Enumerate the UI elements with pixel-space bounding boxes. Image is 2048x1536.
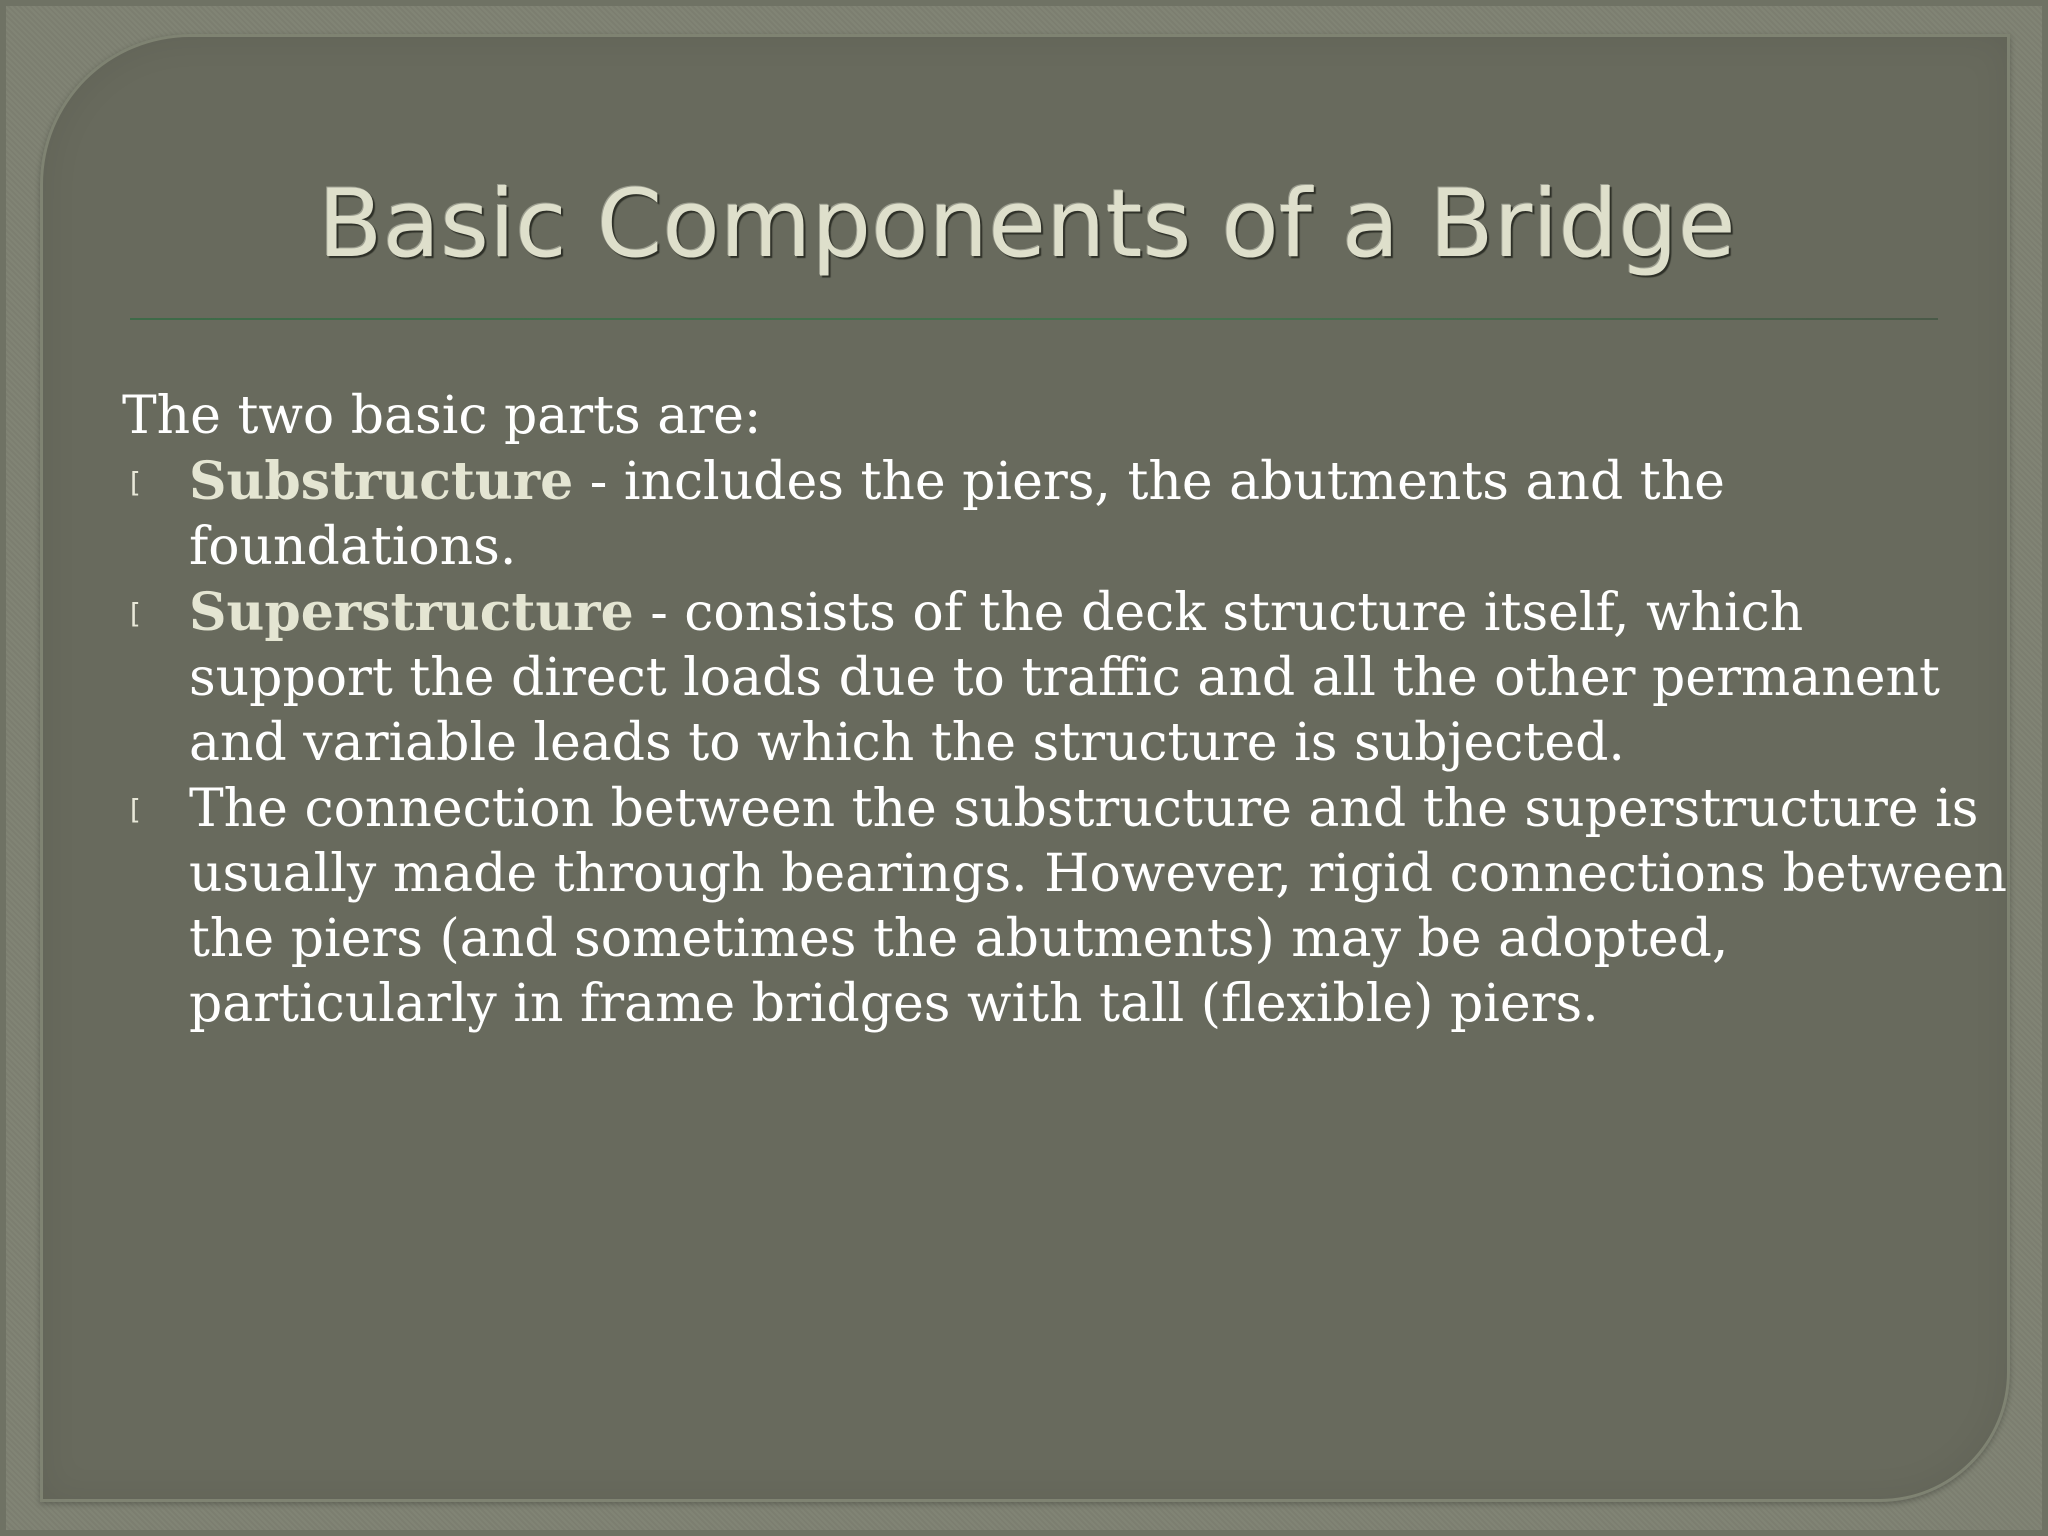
- intro-text: The two basic parts are:: [122, 386, 762, 446]
- bullet-marker-icon: [: [126, 793, 143, 826]
- bullet-term: Substructure: [189, 451, 574, 512]
- slide-title: Basic Components of a Bridge: [318, 170, 1736, 279]
- bullet-marker-icon: [: [126, 597, 143, 630]
- bullet-marker-icon: [: [126, 466, 143, 499]
- bullet-list: [122, 449, 2008, 1037]
- bullet-substructure: [122, 449, 2009, 580]
- slide-body: [122, 384, 2008, 1037]
- bullet-text: - includes the piers, the abutments and the foundations.: [189, 452, 1725, 577]
- bullet-connection: [122, 776, 2009, 1037]
- bullet-text: - consists of the deck structure itself, which support the direct loads due to traffic and all the other permanent and variable leads to which the structure is subjected.: [189, 583, 1940, 773]
- title-divider: [130, 318, 1938, 320]
- bullet-superstructure: [122, 580, 2009, 776]
- bullet-term: Superstructure: [189, 582, 634, 643]
- bullet-text: The connection between the substructure and the superstructure is usually made through bearings. However, rigid connections between the piers (and sometimes the abutments) may be adopted, particularly in frame bridges with tall (flexible) piers.: [189, 779, 2008, 1034]
